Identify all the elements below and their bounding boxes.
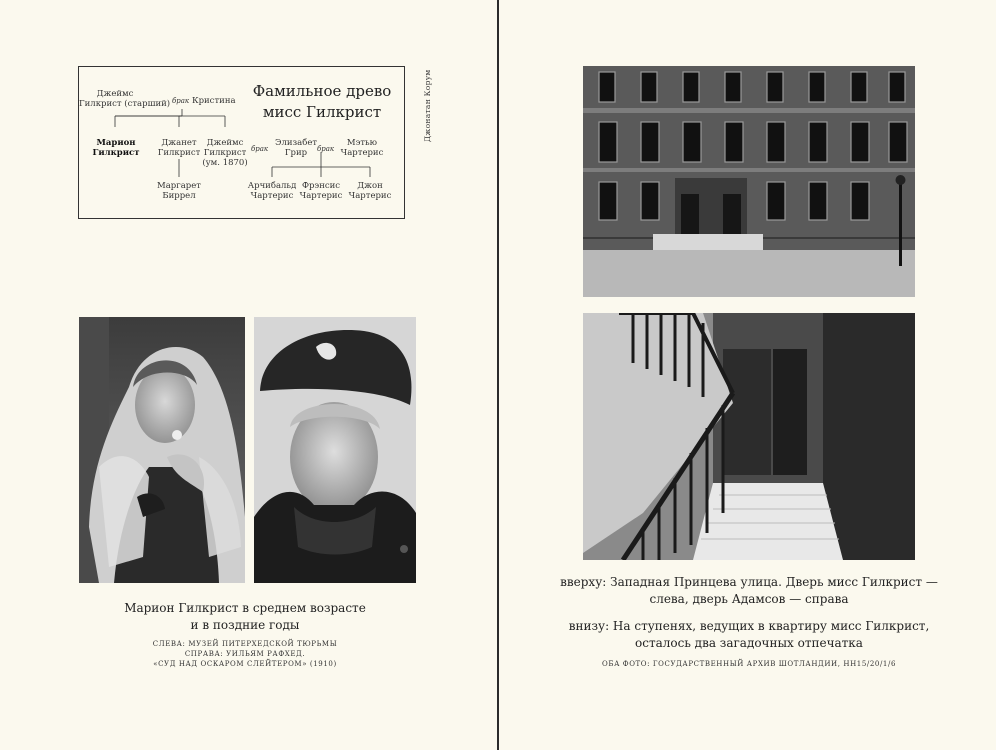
tree-node-janet: Джанет Гилкрист [157,138,201,158]
tree-node-elizabeth: Элизабет Грир [274,138,318,158]
portrait-later-years-photo [254,317,416,583]
tree-node-james-sr: Джеймс Гилкрист (старший) [79,89,171,109]
portrait-middle-age-photo [79,317,245,583]
tree-node-marion: Марион Гилкрист [92,138,140,158]
right-page [499,0,996,750]
marriage-label: брак [317,145,335,153]
staircase-caption: внизу: На ступенях, ведущих в квартиру мисс Гилкрист, осталось два загадочных отпечатка [568,619,930,650]
portrait-credits: СЛЕВА: МУЗЕЙ ПИТЕРХЕДСКОЙ ТЮРЬМЫ СПРАВА: УИЛЬЯМ РАФХЕД. «СУД НАД ОСКАРОМ СЛЕЙТЕРОМ» (1910) [152,640,338,668]
photo-credits: ОБА ФОТО: ГОСУДАРСТВЕННЫЙ АРХИВ ШОТЛАНДИИ, HH15/20/1/6 [601,660,896,668]
tree-node-john: Джон Чартерис [348,181,392,201]
west-princes-street-photo [583,66,915,297]
left-page [0,0,497,750]
portrait-caption: Марион Гилкрист в среднем возрасте и в поздние годы [124,601,366,632]
tree-node-margaret: Маргарет Биррел [157,181,201,201]
tree-node-kristina: Кристина [192,96,236,106]
family-tree-title: Фамильное древо мисс Гилкрист [252,82,392,121]
marriage-label: брак [172,97,190,105]
tree-node-james: Джеймс Гилкрист (ум. 1870) [202,138,248,168]
tree-node-francis: Фрэнсис Чартерис [299,181,343,201]
tree-credit: Джонатан Корум [423,69,432,142]
marriage-label: брак [251,145,269,153]
tree-node-matthew: Мэтью Чартерис [340,138,384,158]
tree-node-archibald: Арчибальд Чартерис [247,181,297,201]
staircase-photo [583,313,915,560]
facade-caption: вверху: Западная Принцева улица. Дверь мисс Гилкрист — слева, дверь Адамсов — справа [560,575,938,606]
family-tree [78,66,405,219]
